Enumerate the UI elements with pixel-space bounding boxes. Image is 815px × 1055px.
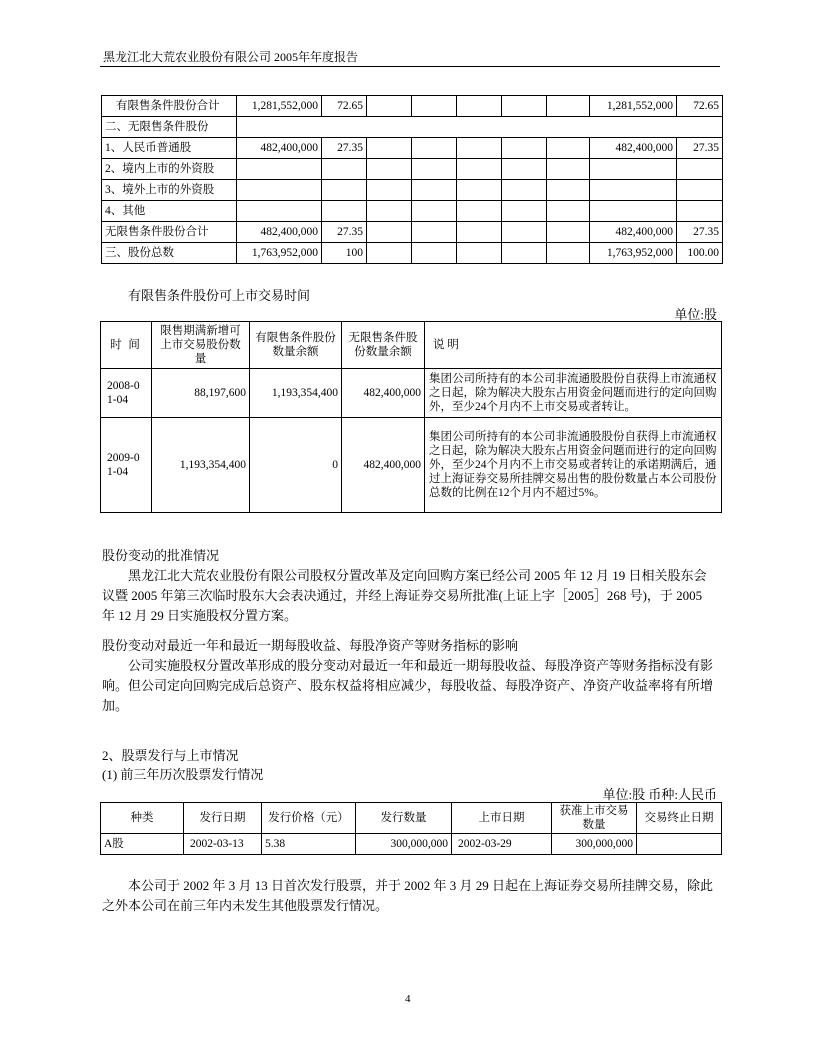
table-cell (322, 159, 367, 180)
table-cell: 300,000,000 (552, 834, 637, 855)
table-cell (590, 159, 677, 180)
section2-subheading: (1) 前三年历次股票发行情况 (102, 767, 264, 782)
table-cell: 300,000,000 (356, 834, 452, 855)
table-cell (367, 180, 412, 201)
table-cell: 1,763,952,000 (590, 243, 677, 264)
table-row (102, 201, 723, 222)
column-header: 交易终止日期 (637, 803, 722, 834)
table-cell: 二、无限售条件股份 (102, 117, 237, 138)
table-cell (547, 201, 590, 222)
table-cell (412, 243, 457, 264)
column-header: 限售期满新增可上市交易股份数量 (152, 322, 250, 369)
table-cell (457, 138, 502, 159)
table-cell (502, 201, 547, 222)
column-header: 上市日期 (452, 803, 552, 834)
table-cell (502, 138, 547, 159)
table-cell: 4、其他 (102, 201, 237, 222)
table-cell: 有限售条件股份合计 (102, 96, 237, 117)
table-cell: 2002-03-13 (184, 834, 262, 855)
tradable-time-table (100, 321, 722, 513)
table-cell (547, 138, 590, 159)
table-cell (590, 201, 677, 222)
table-row (102, 117, 723, 138)
table-cell (502, 159, 547, 180)
table-cell: 0 (250, 418, 342, 513)
table-cell (547, 159, 590, 180)
table-cell: 482,400,000 (342, 369, 425, 418)
table-cell: 1,193,354,400 (250, 369, 342, 418)
table-cell (322, 201, 367, 222)
table-cell (412, 222, 457, 243)
table-header-row (101, 322, 722, 369)
table-cell (457, 222, 502, 243)
column-header: 发行数量 (356, 803, 452, 834)
table-cell: 27.35 (677, 138, 723, 159)
table-cell (457, 180, 502, 201)
table-cell (547, 222, 590, 243)
table-row (102, 138, 723, 159)
table-cell (547, 180, 590, 201)
table-cell (502, 96, 547, 117)
impact-heading: 股份变动对最近一年和最近一期每股收益、每股净资产等财务指标的影响 (102, 638, 519, 653)
share-structure-table (101, 95, 723, 264)
table-cell: 三、股份总数 (102, 243, 237, 264)
table-cell (237, 180, 322, 201)
table-cell (237, 159, 322, 180)
table2-title: 有限售条件股份可上市交易时间 (128, 288, 311, 303)
column-header: 说 明 (425, 322, 722, 369)
table-cell (412, 96, 457, 117)
table-cell: 2、境内上市的外资股 (102, 159, 237, 180)
table-cell: 1,281,552,000 (590, 96, 677, 117)
table-cell (412, 138, 457, 159)
section2-heading: 2、股票发行与上市情况 (102, 748, 239, 763)
table-cell (237, 117, 723, 138)
column-header: 发行日期 (184, 803, 262, 834)
table-row (102, 96, 723, 117)
running-header: 黑龙江北大荒农业股份有限公司 2005年年度报告 (103, 50, 359, 64)
table-row (101, 834, 722, 855)
table-row (102, 159, 723, 180)
table-cell: 5.38 (262, 834, 356, 855)
table-cell: 1、人民币普通股 (102, 138, 237, 159)
table-cell (547, 96, 590, 117)
table-cell (677, 201, 723, 222)
table-cell: 3、境外上市的外资股 (102, 180, 237, 201)
column-header: 有限售条件股份数量余额 (250, 322, 342, 369)
table-cell (412, 159, 457, 180)
column-header: 时 间 (101, 322, 152, 369)
table-cell (677, 159, 723, 180)
table-cell (677, 180, 723, 201)
table-cell (412, 180, 457, 201)
header-rule (100, 66, 720, 67)
table-cell: 482,400,000 (590, 138, 677, 159)
table-cell: A股 (101, 834, 184, 855)
table-row (102, 222, 723, 243)
table-cell: 集团公司所持有的本公司非流通股股份自获得上市流通权之日起，除为解决大股东占用资金问题而进行的定向回购外，至少24个月内不上市交易或者转让。 (425, 369, 722, 418)
table-cell (367, 201, 412, 222)
table-cell (457, 159, 502, 180)
table-cell (502, 180, 547, 201)
table-cell: 1,281,552,000 (237, 96, 322, 117)
table-cell: 集团公司所持有的本公司非流通股股份自获得上市流通权之日起，除为解决大股东占用资金问题而进行的定向回购外，至少24个月内不上市交易或者转让的承诺期满后，通过上海证券交易所挂牌交易出售的股份数量占本公司股份总数的比例在12个月内不超过5%。 (425, 418, 722, 513)
table-cell (367, 159, 412, 180)
table-cell (502, 222, 547, 243)
table-cell (502, 243, 547, 264)
table-cell: 2009-01-04 (101, 418, 152, 513)
column-header: 无限售条件股份数量余额 (342, 322, 425, 369)
table-cell: 2002-03-29 (452, 834, 552, 855)
table-cell: 482,400,000 (237, 138, 322, 159)
column-header: 获准上市交易数量 (552, 803, 637, 834)
table-cell: 27.35 (322, 222, 367, 243)
table-row (101, 369, 722, 418)
table-cell: 72.65 (322, 96, 367, 117)
table-cell: 27.35 (677, 222, 723, 243)
table3-unit: 单位:股 币种:人民币 (602, 787, 717, 802)
approval-heading: 股份变动的批准情况 (102, 548, 220, 563)
table-cell: 1,763,952,000 (237, 243, 322, 264)
table-cell: 100 (322, 243, 367, 264)
table-cell: 482,400,000 (342, 418, 425, 513)
table-row (102, 243, 723, 264)
table-cell (412, 201, 457, 222)
table-row (102, 180, 723, 201)
table2-unit: 单位:股 (674, 307, 717, 322)
table-cell: 无限售条件股份合计 (102, 222, 237, 243)
column-header: 发行价格（元） (262, 803, 356, 834)
table-cell (367, 96, 412, 117)
table-cell: 482,400,000 (590, 222, 677, 243)
column-header: 种类 (101, 803, 184, 834)
table-cell: 1,193,354,400 (152, 418, 250, 513)
table-cell: 100.00 (677, 243, 723, 264)
table-row (101, 418, 722, 513)
approval-body: 黑龙江北大荒农业股份有限公司股权分置改革及定向回购方案已经公司 2005 年 12 月 19 日相关股东会议暨 2005 年第三次临时股东大会表决通过，并经上海证券交易所批准(上证上字［2005］268 号)，于 2005 年 12 月 29 日实施股权分置方案。 (102, 568, 707, 623)
table-header-row (101, 803, 722, 834)
impact-body: 公司实施股权分置改革形成的股分变动对最近一年和最近一期每股收益、每股净资产等财务指标没有影响。但公司定向回购完成后总资产、股东权益将相应减少，每股收益、每股净资产、净资产收益率将有所增加。 (102, 658, 714, 713)
table-cell (590, 180, 677, 201)
table-cell: 2008-01-04 (101, 369, 152, 418)
table-cell (367, 222, 412, 243)
table-cell: 482,400,000 (237, 222, 322, 243)
table-cell (367, 138, 412, 159)
page-number: 4 (405, 993, 411, 1005)
table-cell (637, 834, 722, 855)
table-cell (547, 243, 590, 264)
table-cell (237, 201, 322, 222)
table-cell (457, 243, 502, 264)
stock-issuance-table (100, 802, 722, 855)
table-cell (367, 243, 412, 264)
table-cell (457, 201, 502, 222)
table-cell: 27.35 (322, 138, 367, 159)
table-cell: 72.65 (677, 96, 723, 117)
closing-paragraph: 本公司于 2002 年 3 月 13 日首次发行股票，并于 2002 年 3 月 29 日起在上海证券交易所挂牌交易，除此之外本公司在前三年内未发生其他股票发行情况。 (102, 878, 714, 913)
table-cell: 88,197,600 (152, 369, 250, 418)
table-cell (457, 96, 502, 117)
table-cell (322, 180, 367, 201)
